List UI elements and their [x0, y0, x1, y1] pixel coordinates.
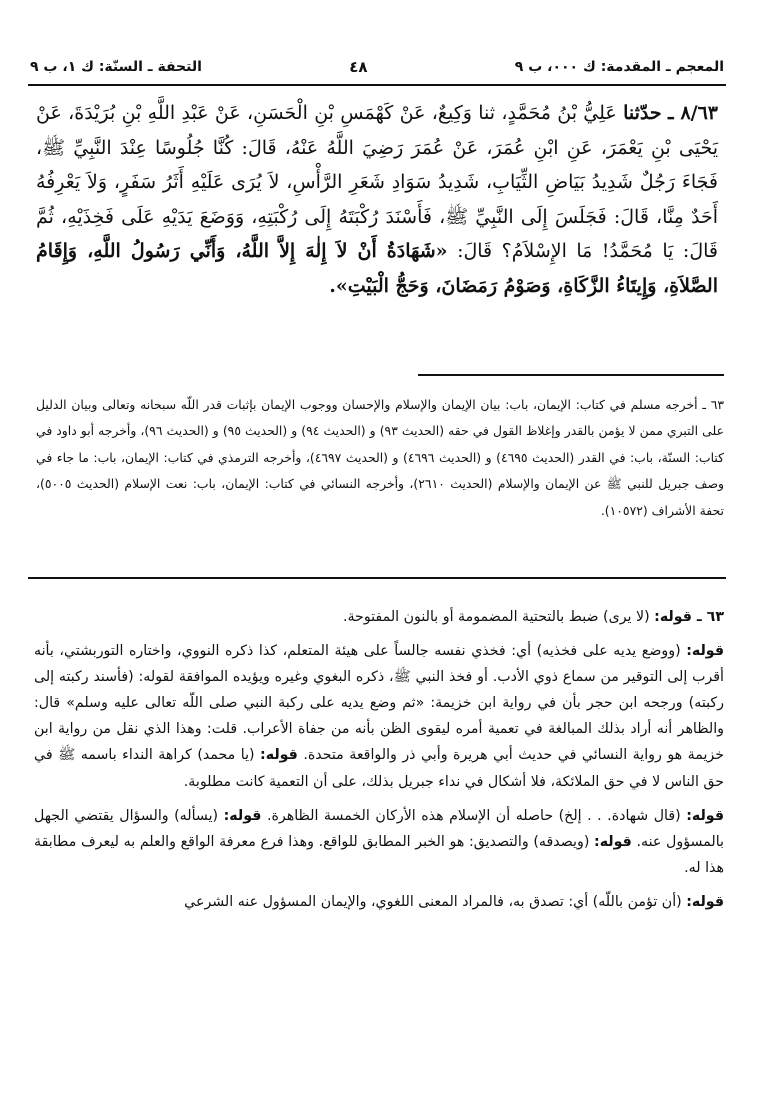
commentary-lead: قوله:: [223, 807, 262, 824]
commentary-paragraph: [34, 803, 724, 881]
header-divider: [28, 84, 726, 86]
commentary-lead: قوله:: [686, 893, 724, 910]
page-number: ٤٨: [349, 58, 368, 76]
commentary-text: (ووضع يديه على فخذيه) أي: فخذي نفسه جالساً على هيئة المتعلم، كذا ذكره النووي، واختاره التوربشتي، بأنه أقرب إلى التوقير من سماع ذوي الأدب. أو فخذ النبي ﷺ، ذكره البغوي وغيره ويؤيده الموافقة لقوله: (فأسند ركبته إلى ركبته) ورجحه ابن حجر بأن في رواية ابن خزيمة: «ثم وضع يديه على ركبة النبي صلى اللّه تعالى عليه وسلم» قال: والظاهر أنه أراد بذلك المبالغة في تعمية أمره ليقوى الظن بأنه من جفاة الأعراب. قلت: وهذا الذي نقل من رواية ابن خزيمة هو رواية النسائي في حديث أبي هريرة وأبي ذر والواقعة متحدة.: [34, 643, 724, 764]
commentary-lead: قوله:: [260, 747, 298, 764]
commentary-lead: قوله:: [686, 807, 724, 824]
commentary-text: (يا محمد) كراهة النداء باسمه ﷺ في حق الناس لا في حق الملائكة، فلا أشكال في نداء جبريل بذلك، على أن التعمية كانت مطلوبة.: [34, 747, 724, 790]
commentary-text: (يسأله) والسؤال يقتضي الجهل بالمسؤول عنه.: [34, 807, 724, 850]
commentary-divider: [28, 577, 726, 579]
commentary-lead: قوله:: [686, 643, 724, 660]
hadith-number: ٨/٦٣ ـ: [667, 102, 718, 124]
commentary-text: (ويصدقه) والتصديق: هو الخبر المطابق للواقع. وهذا فرع معرفة الواقع والعلم به ليعرف مطابقة هذا له.: [34, 833, 724, 876]
commentary-text: (قال شهادة. . . إلخ) حاصله أن الإسلام هذه الأركان الخمسة الظاهرة.: [266, 807, 681, 824]
commentary-lead: ٦٣ ـ قوله:: [654, 609, 724, 625]
hadith-body: عَلِيُّ بْنُ مُحَمَّدٍ، ثنا وَكِيعٌ، عَنْ كَهْمَسِ بْنِ الْحَسَنِ، عَنْ عَبْدِ اللَّهِ بْنِ بُرَيْدَةَ، عَنْ يَحْيَى بْنِ يَعْمَرَ، عَنِ ابْنِ عُمَرَ، عَنْ عُمَرَ رَضِيَ اللَّهُ عَنْهُ، قَالَ: كُنَّا جُلُوسًا عِنْدَ النَّبِيِّ ﷺ، فَجَاءَ رَجُلٌ شَدِيدُ بَيَاضِ الثِّيَابِ، شَدِيدُ سَوَادِ شَعَرِ الرَّأْسِ، لاَ يُرَى عَلَيْهِ أَثَرُ سَفَرٍ، وَلاَ يَعْرِفُهُ أَحَدٌ مِنَّا، قَالَ: فَجَلَسَ إِلَى النَّبِيِّ ﷺ، فَأَسْنَدَ رُكْبَتَهُ إِلَى رُكْبَتِهِ، وَوَضَعَ يَدَيْهِ عَلَى فَخِذَيْهِ، ثُمَّ قَالَ: يَا مُحَمَّدُ! مَا الإِسْلاَمُ؟ قَالَ:: [36, 102, 718, 262]
commentary-lead: قوله:: [594, 833, 632, 850]
hadith-haddathana: حدّثنا: [623, 102, 662, 124]
commentary-paragraph: [34, 889, 724, 915]
header-left-reference: التحفة ـ السنّة: ك ١، ب ٩: [30, 59, 202, 75]
commentary-paragraph: [34, 604, 724, 630]
commentary-text: (لا يرى) ضبط بالتحتية المضمومة أو بالنون المفتوحة.: [342, 609, 650, 625]
commentary-section: [34, 604, 724, 915]
commentary-paragraph: [34, 638, 724, 795]
hadith-answer: «شَهَادَةُ أَنْ لاَ إِلٰهَ إِلاَّ اللَّهُ، وَأَنِّي رَسُولُ اللَّهِ، وَإِقَامُ الصَّلاَةِ، وَإِيتَاءُ الزَّكَاةِ، وَصَوْمُ رَمَضَانَ، وَحَجُّ الْبَيْتِ».: [36, 240, 718, 297]
takhrij-footnote: ٦٣ ـ أخرجه مسلم في كتاب: الإيمان، باب: بيان الإيمان والإسلام والإحسان ووجوب الإيمان بإثبات قدر اللّه سبحانه وتعالى وبيان الدليل على التبري ممن لا يؤمن بالقدر وإغلاظ القول في حقه (الحديث ٩٣) و (الحديث ٩٤) و (الحديث ٩٥) و (الحديث ٩٦)، وأخرجه أبو داود في كتاب: السنّة، باب: في القدر (الحديث ٤٦٩٥) و (الحديث ٤٦٩٦) و (الحديث ٤٦٩٧)، وأخرجه الترمذي في كتاب: الإيمان، باب: ما جاء في وصف جبريل للنبي ﷺ عن الإيمان والإسلام (الحديث ٢٦١٠)، وأخرجه النسائي في كتاب: الإيمان، باب: نعت الإسلام (الحديث ٥٠٠٥)، تحفة الأشراف (١٠٥٧٢).: [36, 397, 724, 518]
header-right-reference: المعجم ـ المقدمة: ك ٠٠٠، ب ٩: [514, 59, 724, 75]
running-header: [30, 54, 724, 80]
footnote-divider: [418, 374, 724, 376]
hadith-text: [36, 96, 718, 303]
commentary-text: (أن تؤمن باللّه) أي: تصدق به، فالمراد المعنى اللغوي، والإيمان المسؤول عنه الشرعي: [184, 893, 682, 910]
